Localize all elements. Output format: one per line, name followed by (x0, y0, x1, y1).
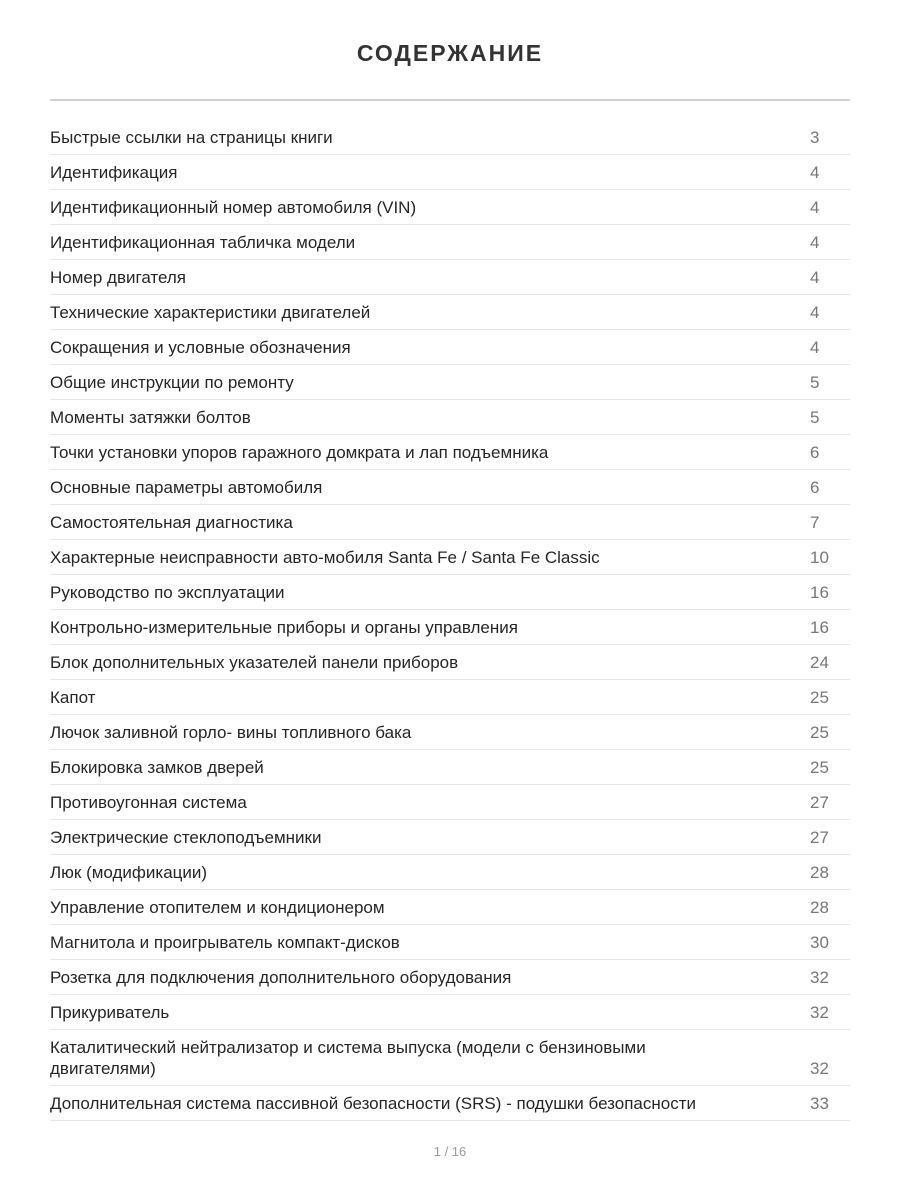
toc-item[interactable] (50, 295, 850, 330)
toc-item-page: 33 (810, 1094, 829, 1113)
toc-item-title: Технические характеристики двигателей (50, 303, 371, 322)
toc-item[interactable] (50, 960, 850, 995)
toc-item-title: Точки установки упоров гаражного домкрата и лап подъемника (50, 443, 549, 462)
toc-item-page: 28 (810, 898, 829, 917)
toc-item-page: 25 (810, 758, 829, 777)
toc-item[interactable] (50, 190, 850, 225)
toc-item-page: 10 (810, 548, 829, 567)
toc-item[interactable] (50, 610, 850, 645)
toc-item-title: Идентификационная табличка модели (50, 233, 356, 252)
toc-item[interactable] (50, 435, 850, 470)
toc-item-title: Капот (50, 688, 96, 707)
toc-item[interactable] (50, 260, 850, 295)
toc-item-title: Моменты затяжки болтов (50, 408, 251, 427)
toc-item-title: Блокировка замков дверей (50, 758, 264, 777)
toc-item-title: Быстрые ссылки на страницы книги (50, 128, 333, 147)
toc-item[interactable] (50, 995, 850, 1030)
toc-item-page: 4 (810, 233, 820, 252)
toc-item-page: 4 (810, 338, 820, 357)
toc-item[interactable] (50, 1086, 850, 1121)
toc-item-page: 7 (810, 513, 820, 532)
toc-item-title: Управление отопителем и кондиционером (50, 898, 385, 917)
toc-item[interactable] (50, 120, 850, 155)
toc-item[interactable] (50, 505, 850, 540)
toc-item[interactable] (50, 715, 850, 750)
toc-item-title: Номер двигателя (50, 268, 187, 287)
toc-item[interactable] (50, 1030, 850, 1086)
toc-item-title: Магнитола и проигрыватель компакт-дисков (50, 933, 400, 952)
toc-item[interactable] (50, 645, 850, 680)
toc-item[interactable] (50, 855, 850, 890)
toc-item[interactable] (50, 330, 850, 365)
toc-item[interactable] (50, 750, 850, 785)
toc-item[interactable] (50, 680, 850, 715)
toc-item-page: 25 (810, 688, 829, 707)
toc-item-page: 27 (810, 793, 829, 812)
toc-item-page: 30 (810, 933, 829, 952)
toc-item-page: 32 (810, 1059, 829, 1078)
toc-item-title: Контрольно-измерительные приборы и органы управления (50, 618, 518, 637)
toc-item[interactable] (50, 785, 850, 820)
toc-item-page: 4 (810, 163, 820, 182)
toc-item-page: 16 (810, 583, 829, 602)
toc-item[interactable] (50, 540, 850, 575)
toc-item-page: 6 (810, 478, 820, 497)
toc-item-page: 4 (810, 268, 820, 287)
toc-item-title: Идентификационный номер автомобиля (VIN) (50, 198, 417, 217)
table-of-contents (50, 120, 850, 1121)
toc-item[interactable] (50, 400, 850, 435)
toc-item-title: Электрические стеклоподъемники (50, 828, 322, 847)
toc-item-page: 6 (810, 443, 820, 462)
page-title: СОДЕРЖАНИЕ (356, 40, 544, 66)
toc-item-page: 25 (810, 723, 829, 742)
toc-item[interactable] (50, 470, 850, 505)
toc-item-page: 24 (810, 653, 829, 672)
toc-item-page: 27 (810, 828, 829, 847)
toc-item-title: Руководство по эксплуатации (50, 583, 285, 602)
toc-item[interactable] (50, 925, 850, 960)
toc-item-title: Характерные неисправности авто-мобиля Santa Fe / Santa Fe Classic (50, 548, 600, 567)
toc-item-title: Основные параметры автомобиля (50, 478, 323, 497)
toc-item-title: Самостоятельная диагностика (50, 513, 293, 532)
toc-item-title: Розетка для подключения дополнительного оборудования (50, 968, 512, 987)
page-indicator: 1 / 16 (433, 1144, 467, 1159)
toc-item[interactable] (50, 155, 850, 190)
toc-item-page: 28 (810, 863, 829, 882)
toc-item-page: 32 (810, 968, 829, 987)
toc-item-title: Противоугонная система (50, 793, 247, 812)
toc-item-page: 5 (810, 408, 820, 427)
toc-item-title: Люк (модификации) (50, 863, 208, 882)
title-divider (50, 99, 850, 101)
toc-item[interactable] (50, 575, 850, 610)
toc-item-title: Сокращения и условные обозначения (50, 338, 351, 357)
toc-item-page: 3 (810, 128, 820, 147)
toc-item-page: 32 (810, 1003, 829, 1022)
toc-item[interactable] (50, 890, 850, 925)
toc-item-title: Лючок заливной горло- вины топливного бака (50, 723, 412, 742)
toc-item-page: 16 (810, 618, 829, 637)
toc-item-title: Общие инструкции по ремонту (50, 373, 294, 392)
toc-item-title: Каталитический нейтрализатор и система выпуска (модели с бензиновыми двигателями) (50, 1038, 646, 1078)
toc-item-page: 4 (810, 303, 820, 322)
toc-item-title: Блок дополнительных указателей панели приборов (50, 653, 459, 672)
toc-item-title: Прикуриватель (50, 1003, 170, 1022)
toc-item-page: 5 (810, 373, 820, 392)
toc-item-title: Дополнительная система пассивной безопасности (SRS) - подушки безопасности (50, 1094, 696, 1113)
toc-item-title: Идентификация (50, 163, 178, 182)
toc-item[interactable] (50, 820, 850, 855)
toc-item-page: 4 (810, 198, 820, 217)
toc-item[interactable] (50, 225, 850, 260)
toc-item[interactable] (50, 365, 850, 400)
